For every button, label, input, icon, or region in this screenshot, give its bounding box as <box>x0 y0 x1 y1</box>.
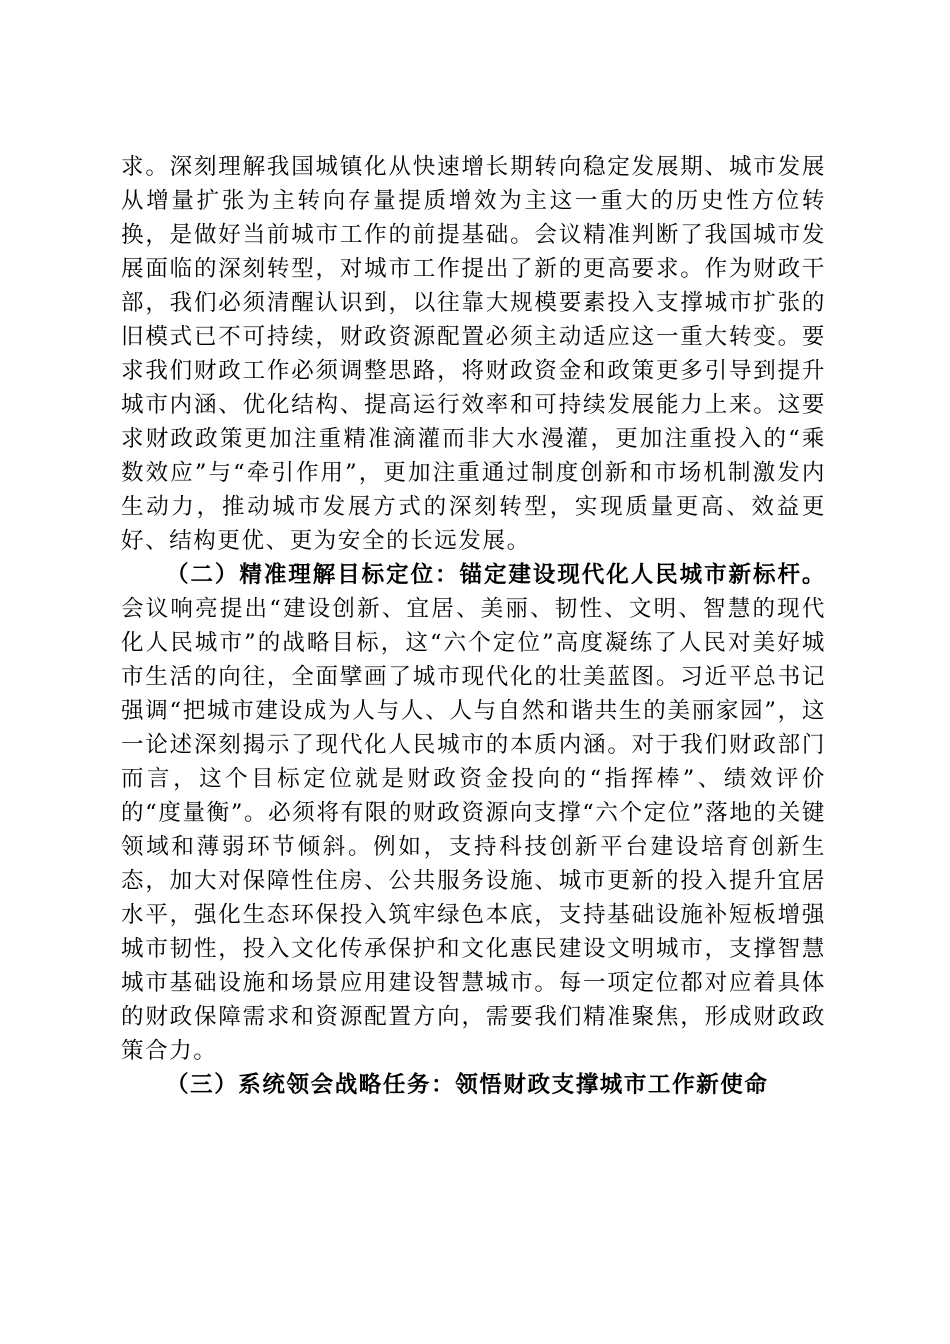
section-2-heading: （二）精准理解目标定位：锚定建设现代化人民城市新标杆。 <box>166 562 826 588</box>
section-3-heading: （三）系统领会战略任务：领悟财政支撑城市工作新使命 <box>166 1072 769 1098</box>
document-body <box>121 150 826 1102</box>
paragraph-continuation <box>121 150 826 558</box>
paragraph-section-2 <box>121 558 826 1068</box>
paragraph-1-text: 求。深刻理解我国城镇化从快速增长期转向稳定发展期、城市发展从增量扩张为主转向存量提质增效为主这一重大的历史性方位转换，是做好当前城市工作的前提基础。会议精准判断了我国城市发展面临的深刻转型，对城市工作提出了新的更高要求。作为财政干部，我们必须清醒认识到，以往靠大规模要素投入支撑城市扩张的旧模式已不可持续，财政资源配置必须主动适应这一重大转变。要求我们财政工作必须调整思路，将财政资金和政策更多引导到提升城市内涵、优化结构、提高运行效率和可持续发展能力上来。这要求财政政策更加注重精准滴灌而非大水漫灌，更加注重投入的“乘数效应”与“牵引作用”，更加注重通过制度创新和市场机制激发内生动力，推动城市发展方式的深刻转型，实现质量更高、效益更好、结构更优、更为安全的长远发展。 <box>121 154 826 554</box>
section-2-text: 会议响亮提出“建设创新、宜居、美丽、韧性、文明、智慧的现代化人民城市”的战略目标，这“六个定位”高度凝练了人民对美好城市生活的向往，全面擘画了城市现代化的壮美蓝图。习近平总书记强调“把城市建设成为人与人、人与自然和谐共生的美丽家园”，这一论述深刻揭示了现代化人民城市的本质内涵。对于我们财政部门而言，这个目标定位就是财政资金投向的“指挥棒”、绩效评价的“度量衡”。必须将有限的财政资源向支撑“六个定位”落地的关键领域和薄弱环节倾斜。例如，支持科技创新平台建设培育创新生态，加大对保障性住房、公共服务设施、城市更新的投入提升宜居水平，强化生态环保投入筑牢绿色本底，支持基础设施补短板增强城市韧性，投入文化传承保护和文化惠民建设文明城市，支撑智慧城市基础设施和场景应用建设智慧城市。每一项定位都对应着具体的财政保障需求和资源配置方向，需要我们精准聚焦，形成财政政策合力。 <box>121 596 826 1064</box>
paragraph-section-3 <box>121 1068 826 1102</box>
